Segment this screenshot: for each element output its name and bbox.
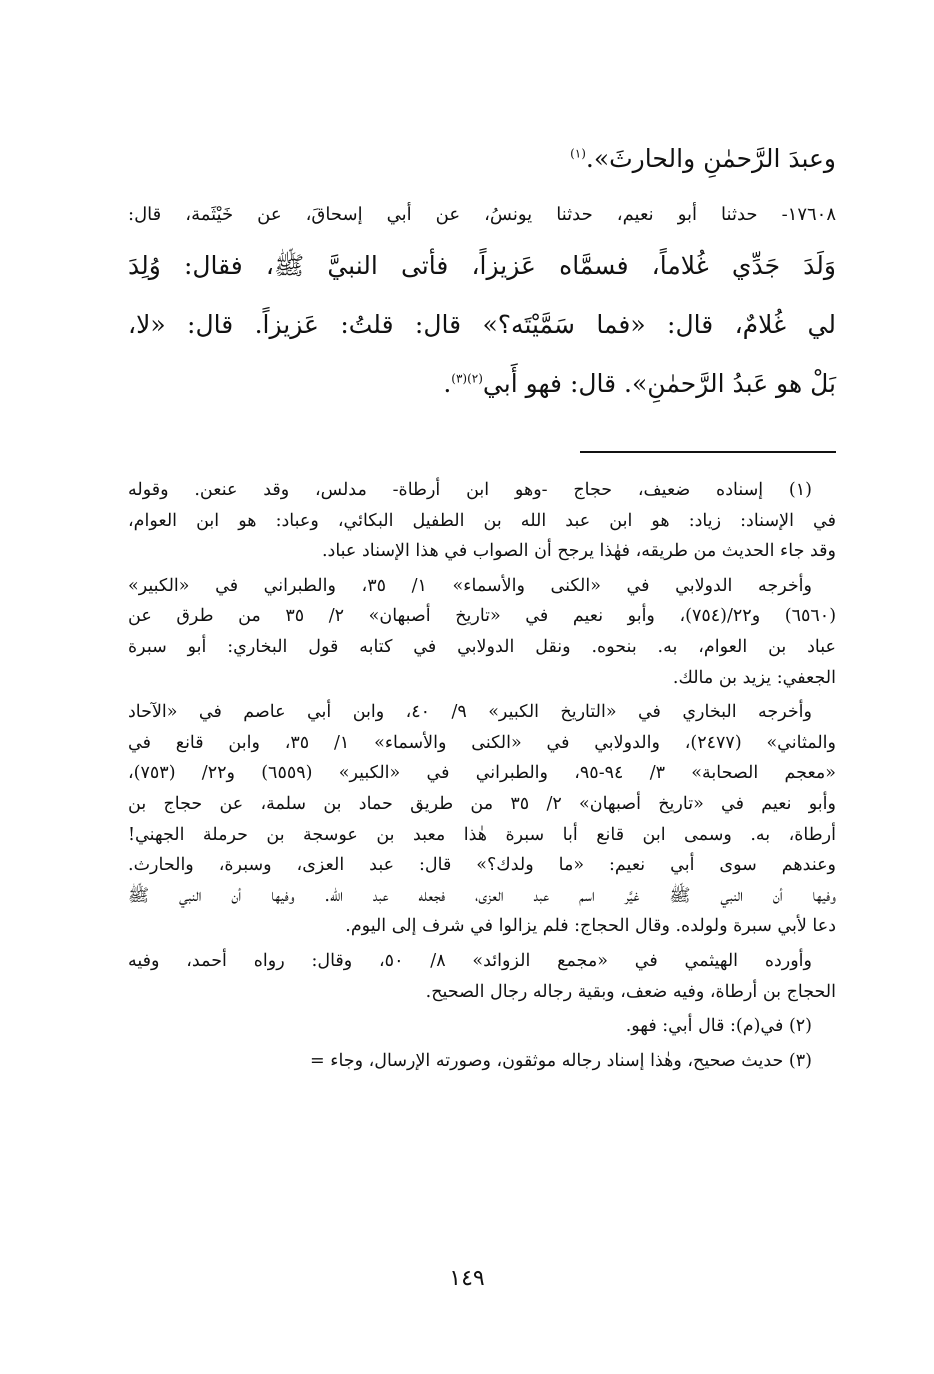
footnote-line: وقد جاء الحديث من طريقه، فهٰذا يرجح أن الصواب في هذا الإسناد عباد. xyxy=(321,541,836,562)
footnote-line: وعندهم سوى أبي نعيم: «ما ولدك؟» قال: عبد العزى، وسبرة، والحارث. xyxy=(128,855,836,876)
footnote-line: عباد بن العوام، به. بنحوه. ونقل الدولابي في كتابه قول البخاري: أبو سبرة xyxy=(128,636,836,657)
footnote-line: أرطاة، به. وسمى ابن قانع أبا سبرة هٰذا معبد بن عوسجة بن حرملة الجهني! xyxy=(128,824,836,845)
opening-line xyxy=(128,130,836,188)
book-page xyxy=(128,130,836,1340)
footnote-line: (٦٥٦٠) و٢٢/(٧٥٤)، وأبو نعيم في «تاريخ أصبهان» ٢/ ٣٥ من طرق عن xyxy=(128,606,837,627)
footnote-divider xyxy=(580,451,836,453)
footnote-line: (١) إسناده ضعيف، حجاج -وهو ابن أرطاة- مدلس، وقد عنعن. وقوله xyxy=(128,480,812,500)
hadith-end-mark: . xyxy=(443,369,452,398)
footnote-ref-1: (١) xyxy=(570,146,586,161)
footnote-line: وأورده الهيثمي في «مجمع الزوائد» ٨/ ٥٠، وقال: رواه أحمد، وفيه xyxy=(128,950,812,971)
opening-line-text: وعبدَ الرَّحمٰنِ والحارثَ». xyxy=(585,144,836,173)
page-number: ١٤٩ xyxy=(449,1266,485,1291)
footnote-ref-2-3: (٢)(٣) xyxy=(451,371,483,386)
hadith-line: لي غُلامٌ، قال: «فما سَمَّيْتَه؟» قال: قلتُ: عَزيزاً. قال: «لا، xyxy=(128,310,836,339)
footnote-line: «معجم الصحابة» ٣/ ٩٤-٩٥، والطبراني في «الكبير» (٦٥٥٩) و٢٢/ (٧٥٣)، xyxy=(128,763,836,784)
footnote-line: (٣) حديث صحيح، وهٰذا إسناد رجاله موثقون، وصورته الإرسال، وجاء = xyxy=(310,1050,812,1071)
footnote-line: وأخرجه الدولابي في «الكنى والأسماء» ١/ ٣٥، والطبراني في «الكبير» xyxy=(128,575,812,596)
footnote-line: (٢) في(م): قال أبي: فهو. xyxy=(625,1016,812,1037)
footnote-line: الحجاج بن أرطاة، وفيه ضعف، وبقية رجاله رجال الصحيح. xyxy=(425,981,836,1002)
footnote-line: دعا لأبي سبرة ولولده. وقال الحجاج: فلم يزالوا في شرف إلى اليوم. xyxy=(345,916,836,937)
hadith-line: وَلَدَ جَدِّي غُلاماً، فسمَّاه عَزيزاً، فأتى النبيَّ ﷺ، فقال: وُلِدَ xyxy=(128,251,836,280)
footnote-line: في الإسناد: زياد: هو ابن عبد الله بن الطفيل البكائي، وعباد: هو ابن العوام، xyxy=(128,510,836,531)
footnote-line: وأبو نعيم في «تاريخ أصبهان» ٢/ ٣٥ من طريق حماد بن سلمة، عن حجاج بن xyxy=(128,793,836,814)
footnote-line: وأخرجه البخاري في «التاريخ الكبير» ٩/ ٤٠، وابن أبي عاصم في «الآحاد xyxy=(128,702,812,723)
hadith-last-line-text: بَلْ هو عَبدُ الرَّحمٰنِ». قال: فهو أَبي xyxy=(482,369,836,398)
footnote-line: الجعفي: يزيد بن مالك. xyxy=(672,667,836,688)
footnote-line: والمثاني» (٢٤٧٧)، والدولابي في «الكنى والأسماء» ١/ ٣٥، وابن قانع في xyxy=(128,732,836,753)
hadith-header: ١٧٦٠٨- حدثنا أبو نعيم، حدثنا يونسُ، عن أبي إسحاقَ، عن خَيْثَمة، قال: xyxy=(128,204,836,225)
hadith-last-line xyxy=(128,354,836,413)
footnotes xyxy=(128,475,836,1076)
footnote-line: وفيها أن النبي ﷺ غيَّر اسم عبد العزى، فجعله عبد الله. وفيها أن النبي ﷺ xyxy=(128,885,836,906)
